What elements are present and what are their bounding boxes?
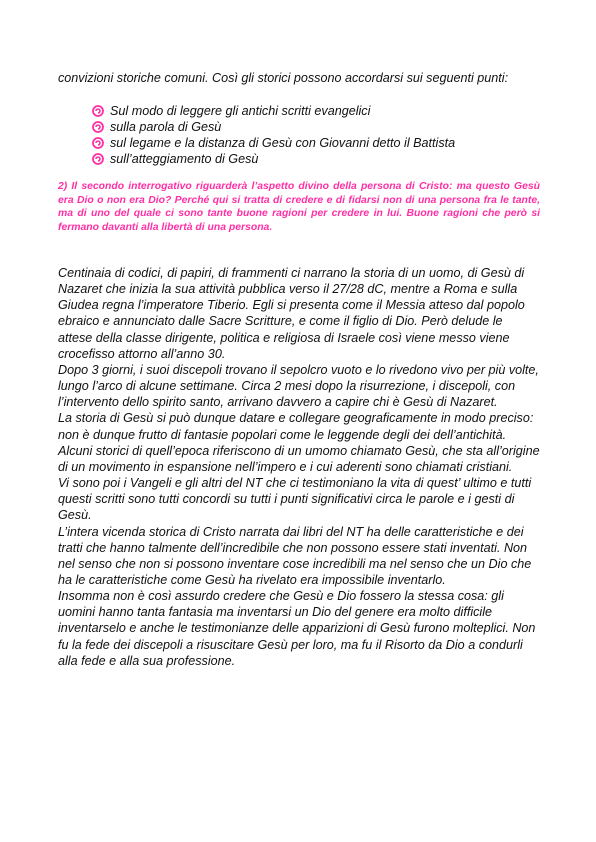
pink-spiral-bullet-icon [92,153,104,165]
bullet-item [92,103,532,119]
bullet-list [92,103,532,167]
bullet-text: sulla parola di Gesù [110,120,222,134]
bullet-item [92,151,532,167]
bullet-text: sul legame e la distanza di Gesù con Giovanni detto il Battista [110,136,456,150]
body-paragraph: Vi sono poi i Vangeli e gli altri del NT che ci testimoniano la vita di quest’ ultimo e tutti questi scritti sono tutti concordi su tutti i punti significativi circa le parole e i gesti di Gesù. [58,476,532,523]
bullet-item [92,135,532,151]
question-paragraph: 2) Il secondo interrogativo riguarderà l’aspetto divino della persona di Cristo: ma questo Gesù era Dio o non era Dio? Perché qui si tratta di credere e di fidarsi non di una persona fra le tante, ma di uno del quale ci sono tante buone ragioni per credere in lui. Buone ragioni che però si fermano davanti alla libertà di una persona. [58,181,540,233]
pink-spiral-bullet-icon [92,105,104,117]
body-paragraph: La storia di Gesù si può dunque datare e collegare geograficamente in modo preciso: non è dunque frutto di fantasie popolari come le leggende degli dei dell’antichità. [58,411,534,442]
bullet-text: sull’atteggiamento di Gesù [110,152,259,166]
body-paragraph: L’intera vicenda storica di Cristo narrata dai libri del NT ha delle caratteristiche e dei tratti che hanno talmente dell’incredibile che non possono essere stati inventati. Non nel senso che non si possono inventare cose incredibili ma nel senso che un Dio che ha le caratteristiche come Gesù ha rivelato era impossibile inventarlo. [58,524,532,587]
bullet-text: Sul modo di leggere gli antichi scritti evangelici [110,104,371,118]
body-paragraph: Insomma non è così assurdo credere che Gesù e Dio fossero la stessa cosa: gli uomini hanno tanta fantasia ma inventarsi un Dio del genere era molto difficile inventarselo e anche le testimonianze delle apparizioni di Gesù furono molteplici. Non fu la fede dei discepoli a risuscitare Gesù per loro, ma fu il Risorto da Dio a condurli alla fede e alla sua professione. [58,589,536,668]
body-text [58,265,540,669]
intro-paragraph: convizioni storiche comuni. Così gli storici possono accordarsi sui seguenti punti: [58,71,509,85]
body-paragraph: Dopo 3 giorni, i suoi discepoli trovano il sepolcro vuoto e lo rivedono vivo per più volte, lungo l’arco di alcune settimane. Circa 2 mesi dopo la risurrezione, i discepoli, con l’intervento dello spirito santo, arrivano davvero a capire chi è Gesù di Nazaret. [58,362,539,410]
bullet-item [92,119,532,135]
body-paragraph: Centinaia di codici, di papiri, di frammenti ci narrano la storia di un uomo, di Gesù di Nazaret che inizia la sua attività pubblica verso il 27/28 dC, mentre a Roma e sulla Giudea regna l’imperatore Tiberio. Egli si presenta come il Messia atteso dal popolo ebraico e annunciato dalle Sacre Scritture, e come il figlio di Dio. Però delude le attese della classe dirigente, politica e religiosa di Israele così viene messo viene crocefisso attorno all’anno 30. [58,266,525,361]
body-paragraph: Alcuni storici di quell’epoca riferiscono di un umomo chiamato Gesù, che sta all’origine di un movimento in espansione nell’impero e i cui aderenti sono chiamati cristiani. [58,443,540,474]
pink-spiral-bullet-icon [92,137,104,149]
pink-spiral-bullet-icon [92,121,104,133]
